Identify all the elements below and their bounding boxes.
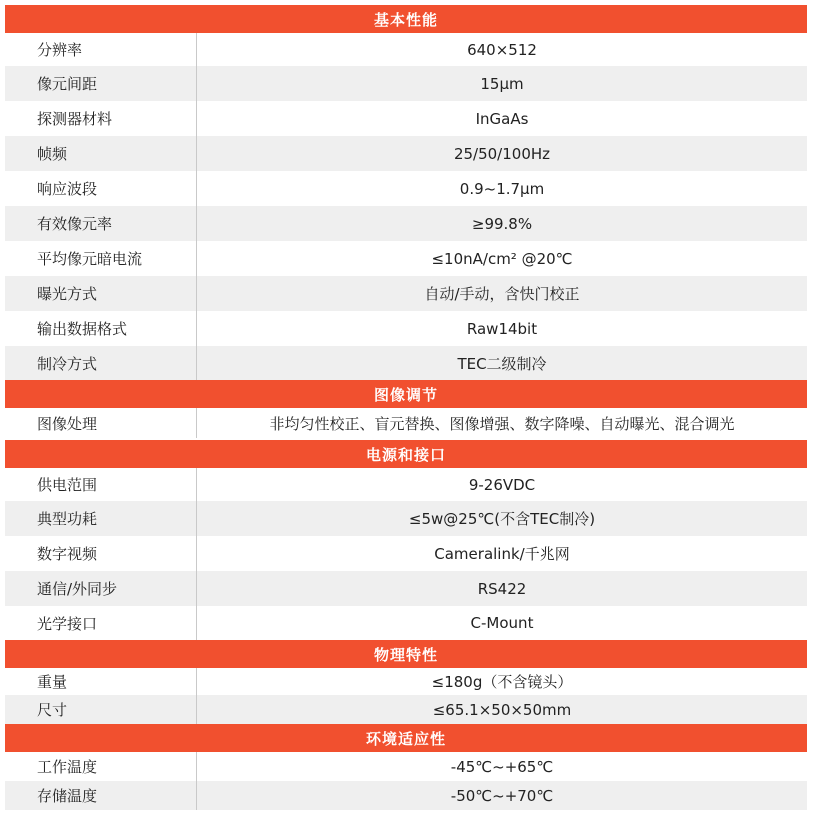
- table-row: [5, 571, 807, 606]
- row-label: 供电范围: [5, 468, 197, 501]
- table-row: [5, 536, 807, 571]
- row-label: 通信/外同步: [5, 571, 197, 606]
- table-row: [5, 606, 807, 640]
- table-row: [5, 101, 807, 136]
- row-label: 图像处理: [5, 408, 197, 438]
- row-label: 工作温度: [5, 752, 197, 781]
- row-label: 数字视频: [5, 536, 197, 571]
- row-value: -45℃~+65℃: [450, 757, 554, 776]
- row-value: ≤5w@25℃(不含TEC制冷): [408, 510, 596, 528]
- row-value: RS422: [477, 579, 527, 598]
- table-row: [5, 171, 807, 206]
- row-label: 输出数据格式: [5, 311, 197, 346]
- row-label: 制冷方式: [5, 346, 197, 380]
- row-label: 存储温度: [5, 781, 197, 810]
- row-value: Raw14bit: [466, 319, 538, 338]
- row-label: 曝光方式: [5, 276, 197, 311]
- table-row: [5, 468, 807, 501]
- row-value: -50℃~+70℃: [450, 786, 554, 805]
- row-label: 探测器材料: [5, 101, 197, 136]
- row-value: ≤10nA/cm² @20℃: [431, 249, 573, 268]
- row-value: Cameralink/千兆网: [434, 545, 570, 563]
- section-header-image: 图像调节: [5, 380, 807, 408]
- table-row: [5, 346, 807, 380]
- table-row: [5, 241, 807, 276]
- row-label: 重量: [5, 668, 197, 695]
- section-header-basic: 基本性能: [5, 5, 807, 33]
- row-value: 9-26VDC: [468, 475, 536, 494]
- table-row: [5, 408, 807, 438]
- row-value: TEC二级制冷: [457, 354, 547, 373]
- row-label: 尺寸: [5, 695, 197, 724]
- row-label: 响应波段: [5, 171, 197, 206]
- row-value: 640×512: [467, 40, 537, 59]
- row-value: 15μm: [480, 74, 524, 93]
- table-row: [5, 276, 807, 311]
- row-label: 光学接口: [5, 606, 197, 640]
- table-row: [5, 206, 807, 241]
- table-row: [5, 668, 807, 695]
- row-label: 像元间距: [5, 66, 197, 101]
- section-header-physical: 物理特性: [5, 640, 807, 668]
- row-value: InGaAs: [475, 109, 529, 128]
- row-value: ≤180g（不含镜头）: [431, 673, 573, 691]
- row-label: 有效像元率: [5, 206, 197, 241]
- table-row: [5, 752, 807, 781]
- row-label: 典型功耗: [5, 501, 197, 536]
- table-row: [5, 781, 807, 810]
- row-value: ≤65.1×50×50mm: [432, 700, 572, 719]
- row-value: C-Mount: [470, 614, 534, 632]
- section-header-power: 电源和接口: [5, 440, 807, 468]
- row-value: 25/50/100Hz: [453, 144, 551, 163]
- row-value: 非均匀性校正、盲元替换、图像增强、数字降噪、自动曝光、混合调光: [269, 414, 735, 433]
- row-label: 平均像元暗电流: [5, 241, 197, 276]
- table-row: [5, 136, 807, 171]
- section-header-environment: 环境适应性: [5, 724, 807, 752]
- row-label: 分辨率: [5, 33, 197, 66]
- row-value: ≥99.8%: [471, 214, 533, 233]
- table-row: [5, 695, 807, 724]
- table-row: [5, 33, 807, 66]
- row-value: 0.9~1.7μm: [459, 179, 545, 198]
- table-row: [5, 501, 807, 536]
- table-row: [5, 311, 807, 346]
- row-value: 自动/手动，含快门校正: [424, 285, 580, 303]
- table-row: [5, 66, 807, 101]
- row-label: 帧频: [5, 136, 197, 171]
- spec-table: [5, 5, 807, 810]
